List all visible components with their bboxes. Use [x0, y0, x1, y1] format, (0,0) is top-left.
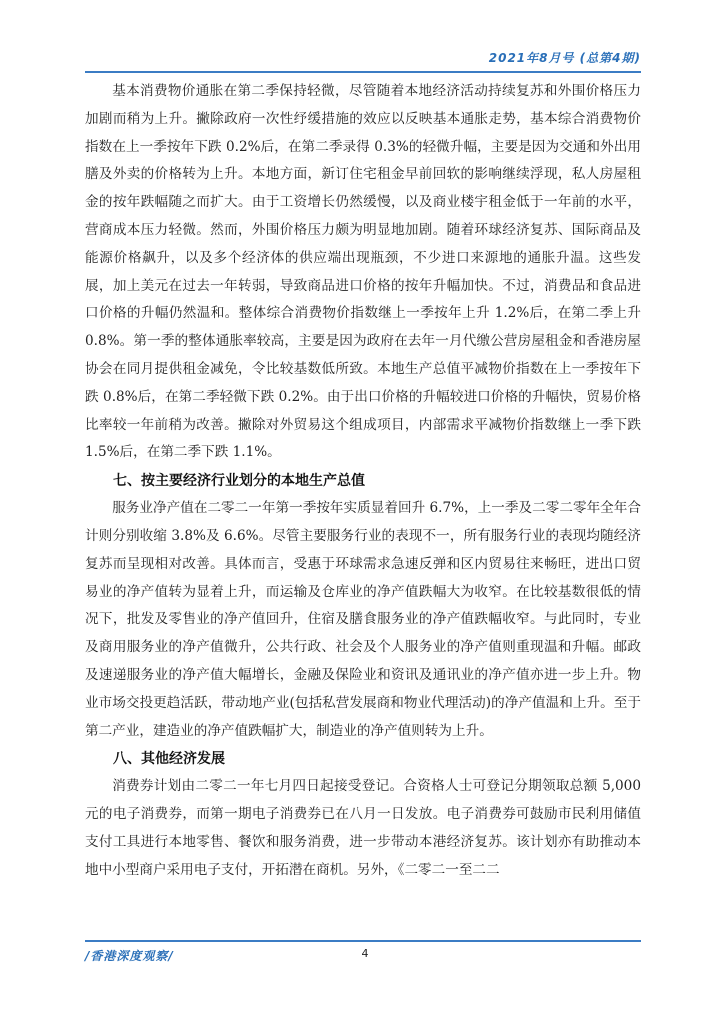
footer-divider — [85, 940, 641, 942]
section-heading-gdp-by-industry: 七、按主要经济行业划分的本地生产总值 — [113, 473, 365, 490]
page-number: 4 — [361, 947, 369, 960]
issue-label: 2021年8月号 (总第4期) — [488, 51, 641, 65]
paragraph-inflation: 基本消费物价通胀在第二季保持轻微，尽管随着本地经济活动持续复苏和外围价格压力加剧而稍为上升。撇除政府一次性纾缓措施的效应以反映基本通胀走势，基本综合消费物价指数在上一季按年下跌 0.2%后，在第二季录得 0.3%的轻微升幅，主要是因为交通和外出用膳及外卖的价格转为上升。本地方面，新订住宅租金早前回软的影响继续浮现，私人房屋租金的按年跌幅随之而扩大。由于工资增长仍然缓慢，以及商业楼宇租金低于一年前的水平，营商成本压力轻微。然而，外围价格压力颇为明显地加剧。随着环球经济复苏、国际商品及能源价格飙升，以及多个经济体的供应端出现瓶颈，不少进口来源地的通胀升温。这些发展，加上美元在过去一年转弱，导致商品进口价格的按年升幅加快。不过，消费品和食品进口价格的升幅仍然温和。整体综合消费物价指数继上一季按年上升 1.2%后，在第二季上升 0.8%。第一季的整体通胀率较高，主要是因为政府在去年一月代缴公营房屋租金和香港房屋协会在同月提供租金减免，令比较基数低所致。本地生产总值平减物价指数在上一季按年下跌 0.8%后，在第二季轻微下跌 0.2%。由于出口价格的升幅较进口价格的升幅快，贸易价格比率较一年前稍为改善。撇除对外贸易这个组成项目，内部需求平减物价指数继上一季下跌 1.5%后，在第二季下跌 1.1%。 — [85, 83, 641, 461]
paragraph-consumption-vouchers: 消费券计划由二零二一年七月四日起接受登记。合资格人士可登记分期领取总额 5,000元的电子消费券，而第一期电子消费券已在八月一日发放。电子消费券可鼓励市民利用储值支付工具进行本地零售、餐饮和服务消费，进一步带动本港经济复苏。该计划亦有助推动本地中小型商户采用电子支付，开拓潜在商机。另外，《二零二一至二二 — [85, 778, 641, 878]
section-heading-other-developments: 八、其他经济发展 — [113, 751, 225, 768]
header-divider — [85, 71, 641, 73]
article-body — [85, 78, 641, 885]
publication-name: /香港深度观察/ — [85, 949, 174, 963]
paragraph-services-output: 服务业净产值在二零二一年第一季按年实质显着回升 6.7%，上一季及二零二零年全年合计则分别收缩 3.8%及 6.6%。尽管主要服务行业的表现不一，所有服务行业的表现均随经济复苏而呈现相对改善。具体而言，受惠于环球需求急速反弹和区内贸易往来畅旺，进出口贸易业的净产值转为显着上升，而运输及仓库业的净产值跌幅大为收窄。在比较基数很低的情况下，批发及零售业的净产值回升，住宿及膳食服务业的净产值跌幅收窄。与此同时，专业及商用服务业的净产值微升，公共行政、社会及个人服务业的净产值则重现温和升幅。邮政及速递服务业的净产值大幅增长，金融及保险业和资讯及通讯业的净产值亦进一步上升。物业市场交投更趋活跃，带动地产业(包括私营发展商和物业代理活动)的净产值温和上升。至于第二产业，建造业的净产值跌幅扩大，制造业的净产值则转为上升。 — [85, 500, 641, 739]
